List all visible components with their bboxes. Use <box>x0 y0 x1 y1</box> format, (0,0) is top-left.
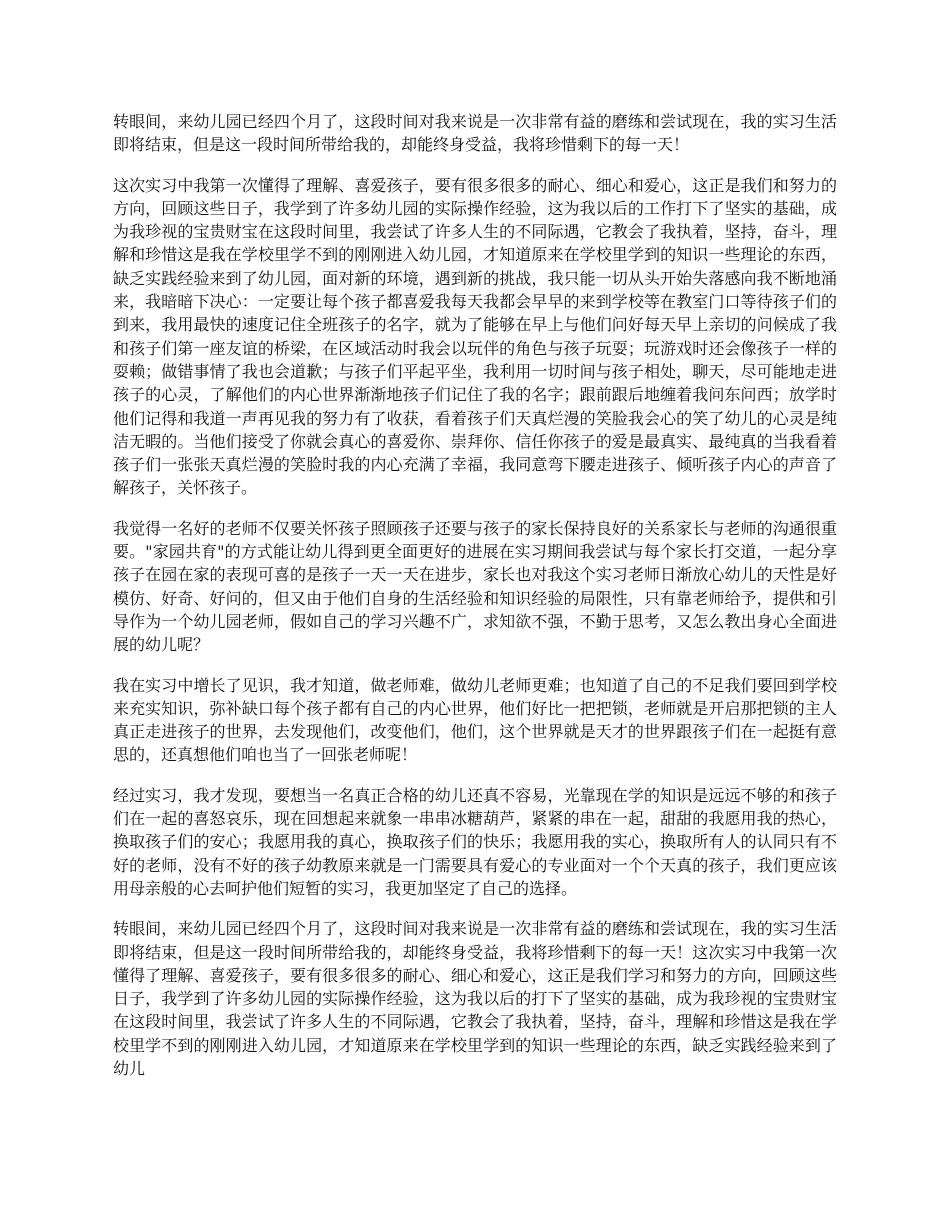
document-page <box>113 110 837 1097</box>
paragraph-4: 我在实习中增长了见识，我才知道，做老师难，做幼儿老师更难；也知道了自己的不足我们要回到学校来充实知识，弥补缺口每个孩子都有自己的内心世界，他们好比一把把锁，老师就是开启那把锁的主人真正走进孩子的世界，去发现他们，改变他们，他们，这个世界就是天才的世界跟孩子们在一起挺有意思的，还真想他们咱也当了一回张老师呢！ <box>113 675 837 765</box>
paragraph-3: 我觉得一名好的老师不仅要关怀孩子照顾孩子还要与孩子的家长保持良好的关系家长与老师的沟通很重要。"家园共育"的方式能让幼儿得到更全面更好的进展在实习期间我尝试与每个家长打交道，一起分享孩子在园在家的表现可喜的是孩子一天一天在进步，家长也对我这个实习老师日渐放心幼儿的天性是好模仿、好奇、好问的，但又由于他们自身的生活经验和知识经验的局限性，只有靠老师给予，提供和引导作为一个幼儿园老师，假如自己的学习兴趣不广，求知欲不强，不勤于思考，又怎么教出身心全面进展的幼儿呢？ <box>113 518 837 655</box>
paragraph-5: 经过实习，我才发现，要想当一名真正合格的幼儿还真不容易，光靠现在学的知识是远远不够的和孩子们在一起的喜怒哀乐，现在回想起来就象一串串冰糖葫芦，紧紧的串在一起，甜甜的我愿用我的热心，换取孩子们的安心；我愿用我的真心，换取孩子们的快乐；我愿用我的实心，换取所有人的认同只有不好的老师，没有不好的孩子幼教原来就是一门需要具有爱心的专业面对一个个天真的孩子，我们更应该用母亲般的心去呵护他们短暂的实习，我更加坚定了自己的选择。 <box>113 785 837 898</box>
paragraph-6: 转眼间，来幼儿园已经四个月了，这段时间对我来说是一次非常有益的磨练和尝试现在，我的实习生活即将结束，但是这一段时间所带给我的，却能终身受益，我将珍惜剩下的每一天！这次实习中我第一次懂得了理解、喜爱孩子，要有很多很多的耐心、细心和爱心，这正是我们学习和努力的方向，回顾这些日子，我学到了许多幼儿园的实际操作经验，这为我以后的打下了坚实的基础，成为我珍视的宝贵财宝在这段时间里，我尝试了许多人生的不同际遇，它教会了我执着，坚持，奋斗，理解和珍惜这是我在学校里学不到的刚刚进入幼儿园，才知道原来在学校里学到的知识一些理论的东西，缺乏实践经验来到了幼儿 <box>113 919 837 1078</box>
paragraph-2: 这次实习中我第一次懂得了理解、喜爱孩子，要有很多很多的耐心、细心和爱心，这正是我们和努力的方向，回顾这些日子，我学到了许多幼儿园的实际操作经验，这为我以后的工作打下了坚实的基础，成为我珍视的宝贵财宝在这段时间里，我尝试了许多人生的不同际遇，它教会了我执着，坚持，奋斗，理解和珍惜这是我在学校里学不到的刚刚进入幼儿园，才知道原来在学校里学到的知识一些理论的东西，缺乏实践经验来到了幼儿园，面对新的环境，遇到新的挑战，我只能一切从头开始失落感向我不断地涌来，我暗暗下决心：一定要让每个孩子都喜爱我每天我都会早早的来到学校等在教室门口等待孩子们的到来，我用最快的速度记住全班孩子的名字，就为了能够在早上与他们问好每天早上亲切的问候成了我和孩子们第一座友谊的桥梁，在区域活动时我会以玩伴的角色与孩子玩耍；玩游戏时还会像孩子一样的耍赖；做错事情了我也会道歉；与孩子们平起平坐，我利用一切时间与孩子相处，聊天，尽可能地走进孩子的心灵，了解他们的内心世界渐渐地孩子们记住了我的名字；跟前跟后地缠着我问东问西；放学时他们记得和我道一声再见我的努力有了收获，看着孩子们天真烂漫的笑脸我会心的笑了幼儿的心灵是纯洁无暇的。当他们接受了你就会真心的喜爱你、崇拜你、信任你孩子的爱是最真实、最纯真的当我看着孩子们一张张天真烂漫的笑脸时我的内心充满了幸福，我同意弯下腰走进孩子、倾听孩子内心的声音了解孩子，关怀孩子。 <box>113 175 837 498</box>
paragraph-1: 转眼间，来幼儿园已经四个月了，这段时间对我来说是一次非常有益的磨练和尝试现在，我的实习生活即将结束，但是这一段时间所带给我的，却能终身受益，我将珍惜剩下的每一天！ <box>113 112 837 155</box>
